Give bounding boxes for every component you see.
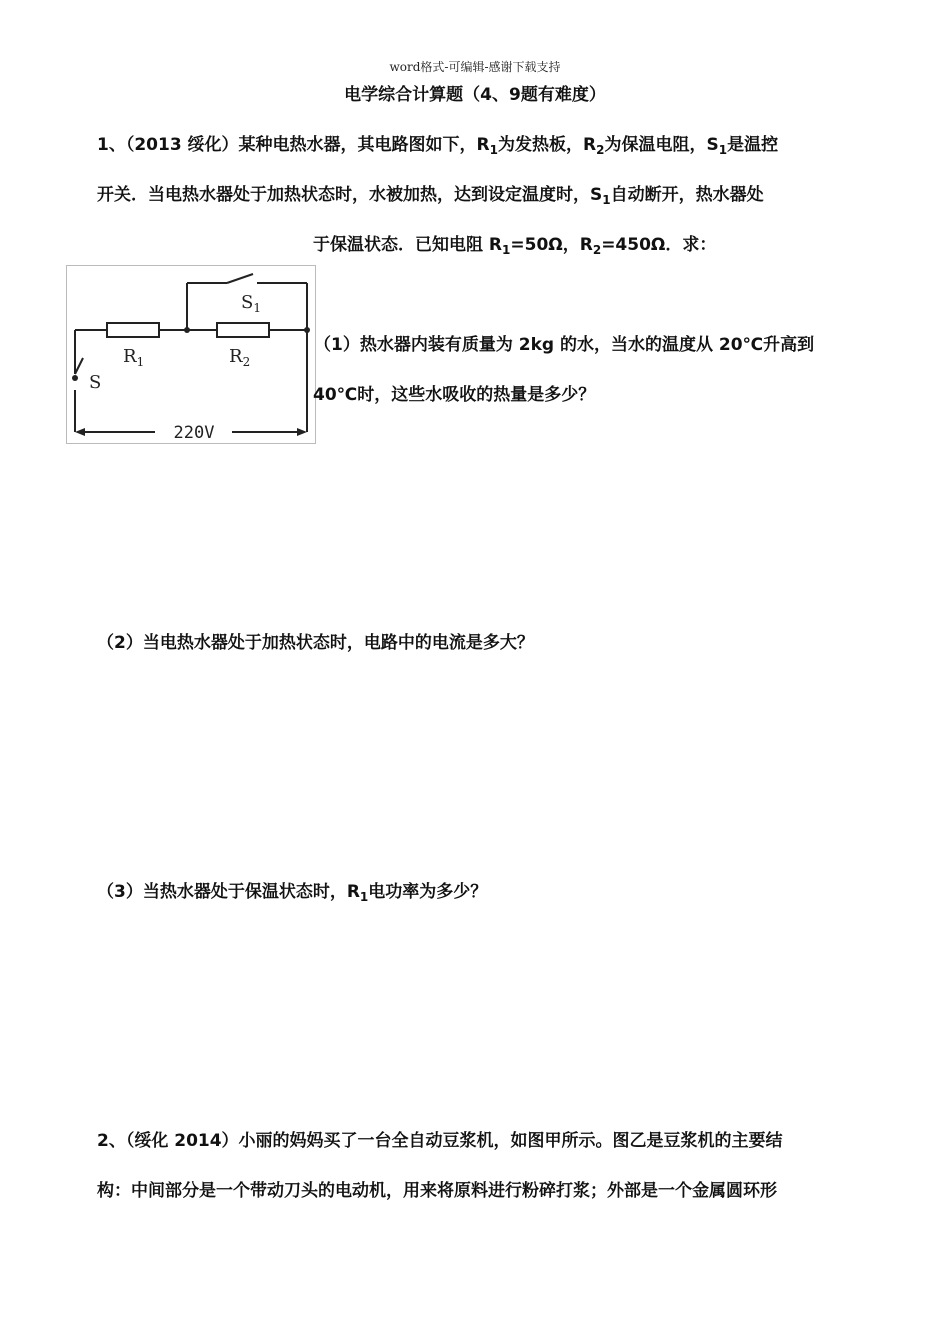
q1-line-3: 于保温状态．已知电阻 $R_1=50\Omega$，$R_2=450\Omega$．求： xyxy=(313,235,717,257)
r1-resistor xyxy=(107,323,159,337)
arrow-left xyxy=(75,428,85,436)
arrow-right xyxy=(297,428,307,436)
junction-dot xyxy=(184,327,190,333)
page-title: 电学综合计算题（4、9题有难度） xyxy=(344,85,606,105)
q2-line-2: 构：中间部分是一个带动刀头的电动机，用来将原料进行粉碎打浆；外部是一个金属圆环形 xyxy=(97,1181,777,1201)
voltage-label: 220V xyxy=(173,423,215,443)
r2-label: $R_2$ xyxy=(229,346,251,369)
q1-sub1-line-2: 40℃时，这些水吸收的热量是多少？ xyxy=(313,385,596,405)
s1-switch-blade xyxy=(227,274,253,283)
s-label: S xyxy=(89,372,102,393)
q1-sub2: （2）当电热水器处于加热状态时，电路中的电流是多大？ xyxy=(97,633,534,653)
r1-label: $R_1$ xyxy=(123,346,145,369)
q1-line-1: 1、（2013 绥化）某种电热水器，其电路图如下，$R_1$为发热板，$R_2$为保温电阻，$S_1$是温控 xyxy=(97,135,779,157)
q1-line-2: 开关．当电热水器处于加热状态时，水被加热，达到设定温度时，$S_1$自动断开，热水器处 xyxy=(97,185,764,207)
r2-resistor xyxy=(217,323,269,337)
page-header: word格式-可编辑-感谢下载支持 xyxy=(389,60,561,74)
q2-line-1: 2、（绥化 2014）小丽的妈妈买了一台全自动豆浆机，如图甲所示。图乙是豆浆机的主要结 xyxy=(97,1131,783,1151)
s-switch-blade xyxy=(75,358,83,374)
circuit-svg xyxy=(67,266,315,443)
right-terminal xyxy=(304,327,310,333)
q1-sub1-line-1: （1）热水器内装有质量为 2kg 的水，当水的温度从 20℃升高到 xyxy=(314,335,815,355)
circuit-diagram xyxy=(66,265,316,444)
q1-sub3: （3）当热水器处于保温状态时，$R_1$电功率为多少？ xyxy=(97,882,488,904)
s1-label: $S_1$ xyxy=(241,292,261,315)
s-switch-contact xyxy=(72,375,78,381)
